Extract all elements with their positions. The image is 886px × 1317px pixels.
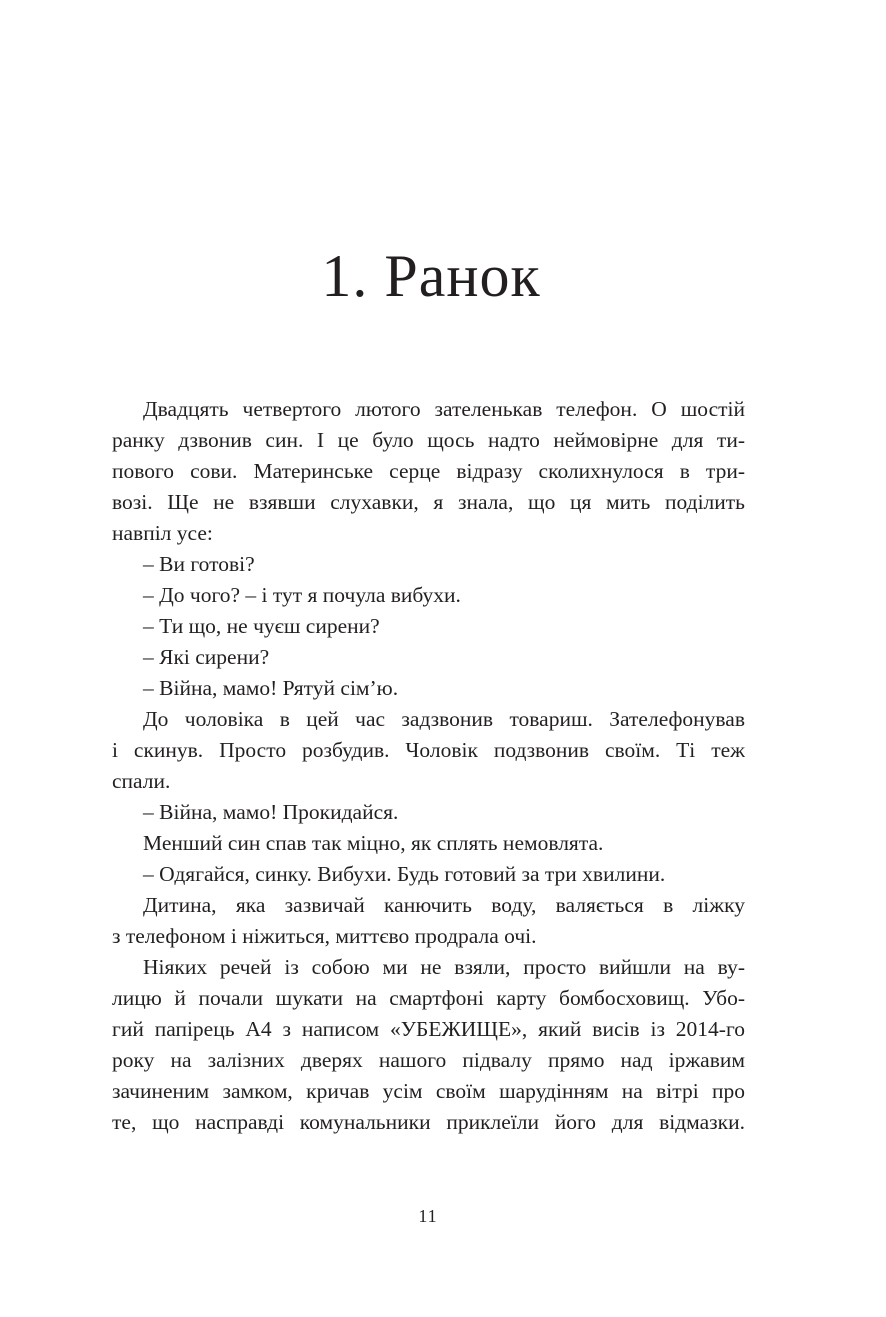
text-line: Дитина, яка зазвичай канючить воду, валяється в ліжку (143, 893, 745, 917)
text-line: те, що насправді комунальники приклеїли його для відмазки. (112, 1110, 745, 1134)
text-line: ранку дзвонив син. І це було щось надто неймовірне для ти- (112, 428, 745, 452)
text-line: гий папірець А4 з написом «УБЕЖИЩЕ», який висів із 2014-го (112, 1017, 745, 1041)
page-number: 11 (418, 1206, 438, 1226)
dialogue-line: – Війна, мамо! Прокидайся. (143, 800, 399, 824)
text-line: пового сови. Материнське серце відразу сколихнулося в три- (112, 459, 745, 483)
text-line: лицю й почали шукати на смартфоні карту бомбосховищ. Убо- (112, 986, 745, 1010)
dialogue-line: – Ви готові? (143, 552, 255, 576)
text-line: навпіл усе: (112, 521, 213, 545)
dialogue-line: – Одягайся, синку. Вибухи. Будь готовий за три хвилини. (143, 862, 666, 886)
text-line: До чоловіка в цей час задзвонив товариш. Зателефонував (143, 707, 745, 731)
text-line: Менший син спав так міцно, як сплять немовлята. (143, 831, 604, 855)
chapter-title: 1. Ранок (321, 243, 541, 309)
text-line: Ніяких речей із собою ми не взяли, просто вийшли на ву- (143, 955, 745, 979)
text-line: року на залізних дверях нашого підвалу прямо над іржавим (112, 1048, 745, 1072)
text-line: Двадцять четвертого лютого зателенькав телефон. О шостій (143, 397, 745, 421)
dialogue-line: – Війна, мамо! Рятуй сім’ю. (143, 676, 399, 700)
text-line: возі. Ще не взявши слухавки, я знала, що ця мить поділить (112, 490, 745, 514)
dialogue-line: – Ти що, не чуєш сирени? (143, 614, 380, 638)
chapter-body (112, 394, 745, 1138)
text-line: з телефоном і ніжиться, миттєво продрала очі. (112, 924, 537, 948)
dialogue-line: – До чого? – і тут я почула вибухи. (143, 583, 461, 607)
text-line: і скинув. Просто розбудив. Чоловік подзвонив своїм. Ті теж (112, 738, 745, 762)
text-line: зачиненим замком, кричав усім своїм шарудінням на вітрі про (112, 1079, 745, 1103)
text-line: спали. (112, 769, 171, 793)
dialogue-line: – Які сирени? (143, 645, 270, 669)
